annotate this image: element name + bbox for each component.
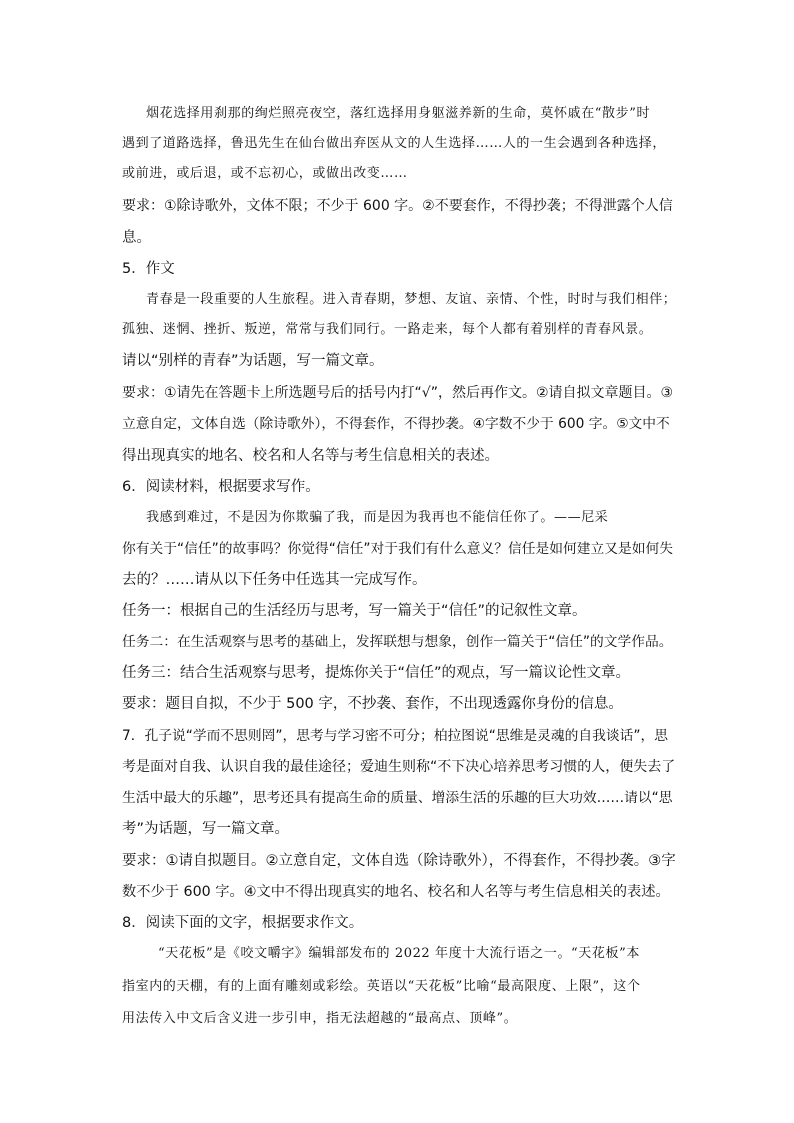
passage-1-line-2: 遇到了道路选择，鲁迅先生在仙台做出弃医从文的人生选择……人的一生会遇到各种选择，	[122, 136, 667, 151]
question-6-body-line-2: 去的？……请从以下任务中任选其一完成写作。	[122, 572, 427, 588]
question-8-passage-line-3: 用法传入中文后含义进一步引申，指无法超越的“最高点、顶峰”。	[122, 1011, 518, 1026]
question-7-body-line-1: 7．孔子说“学而不思则罔”，思考与学习密不可分；柏拉图说“思维是灵魂的自我谈话”，思	[122, 728, 668, 744]
question-8-title: 8．阅读下面的文字，根据要求作文。	[122, 915, 364, 931]
question-6-body-line-1: 你有关于“信任”的故事吗？你觉得“信任”对于我们有什么意义？信任是如何建立又是如何失	[122, 541, 673, 557]
question-5-requirement-line-1: 要求：①请先在答题卡上所选题号后的括号内打“√”，然后再作文。②请自拟文章题目。③	[122, 385, 674, 401]
question-7-body-line-3: 生活中最大的乐趣”，思考还具有提高生命的质量、增添生活的乐趣的巨大功效……请以“思	[122, 790, 673, 806]
requirement-1-line-1: 要求：①除诗歌外，文体不限；不少于 600 字。②不要套作，不得抄袭；不得泄露个人信	[122, 198, 673, 214]
question-6-requirement: 要求：题目自拟，不少于 500 字，不抄袭、套作，不出现透露你身份的信息。	[122, 696, 623, 712]
question-5-title: 5．作文	[122, 261, 175, 277]
question-6-task-2: 任务二：在生活观察与思考的基础上，发挥联想与想象，创作一篇关于“信任”的文学作品。	[122, 634, 673, 650]
question-8-passage-line-2: 指室内的天棚，有的上面有雕刻或彩绘。英语以“天花板”比喻“最高限度、上限”，这个	[122, 979, 641, 994]
question-6-title: 6．阅读材料，根据要求写作。	[122, 479, 320, 495]
question-5-requirement-line-3: 得出现真实的地名、校名和人名等与考生信息相关的表述。	[122, 448, 499, 464]
passage-1-line-3: 或前进，或后退，或不忘初心，或做出改变……	[122, 166, 408, 181]
question-6-task-3: 任务三：结合生活观察与思考，提炼你关于“信任”的观点，写一篇议论性文章。	[122, 665, 631, 681]
question-7-requirement-line-1: 要求：①请自拟题目。②立意自定，文体自选（除诗歌外），不得套作，不得抄袭。③字	[122, 853, 676, 869]
question-5-passage-line-1: 青春是一段重要的人生旅程。进入青春期，梦想、友谊、亲情、个性，时时与我们相伴；	[146, 292, 677, 307]
requirement-1-line-2: 息。	[122, 230, 151, 246]
passage-1-line-1: 烟花选择用刹那的绚烂照亮夜空，落红选择用身躯滋养新的生命，莫怀戚在“散步”时	[146, 106, 651, 121]
question-5-prompt: 请以“别样的青春”为话题，写一篇文章。	[122, 353, 384, 369]
question-7-body-line-4: 考”为话题，写一篇文章。	[122, 821, 290, 837]
question-6-quote: 我感到难过，不是因为你欺骗了我，而是因为我再也不能信任你了。——尼采	[146, 510, 609, 525]
question-7-body-line-2: 考是面对自我、认识自我的最佳途径；爱迪生则称“不下决心培养思考习惯的人，便失去了	[122, 759, 676, 775]
question-6-task-1: 任务一：根据自己的生活经历与思考，写一篇关于“信任”的记叙性文章。	[122, 603, 587, 619]
question-7-requirement-line-2: 数不少于 600 字。④文中不得出现真实的地名、校名和人名等与考生信息相关的表述。	[122, 884, 670, 900]
question-5-passage-line-2: 孤独、迷惘、挫折、叛逆，常常与我们同行。一路走来，每个人都有着别样的青春风景。	[122, 322, 653, 337]
question-5-requirement-line-2: 立意自定，文体自选（除诗歌外），不得套作，不得抄袭。④字数不少于 600 字。⑤文中不	[122, 416, 670, 432]
question-8-passage-line-1: “天花板”是《咬文嚼字》编辑部发布的 2022 年度十大流行语之一。“天花板”本	[158, 946, 640, 961]
